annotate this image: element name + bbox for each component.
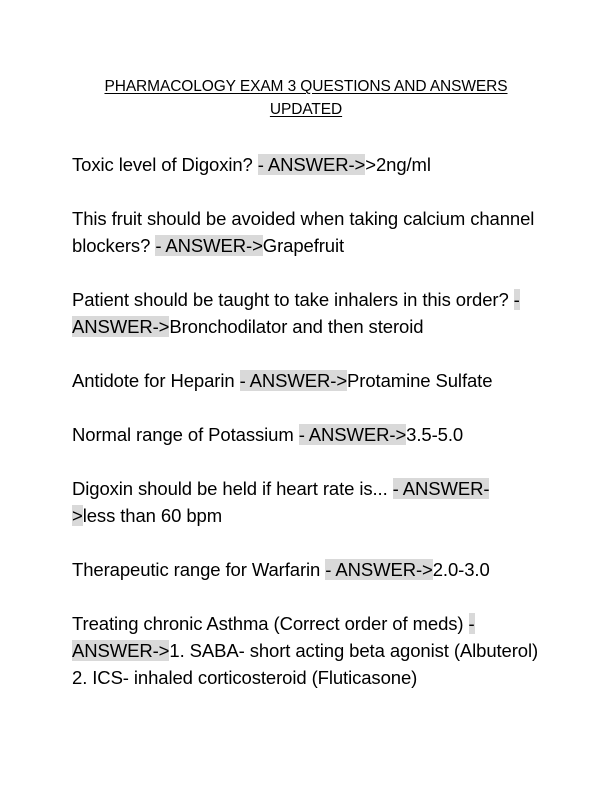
question-text: Patient should be taught to take inhalers in this order? [72, 289, 514, 310]
answer-marker: - ANSWER-> [155, 235, 263, 256]
qa-item-digoxin-hold [72, 475, 540, 529]
answer-text: less than 60 bpm [82, 505, 223, 526]
qa-item-grapefruit [72, 205, 540, 259]
answer-marker-head: - [468, 613, 475, 634]
answer-text: Protamine Sulfate [347, 370, 493, 391]
question-text: Treating chronic Asthma (Correct order of meds) [72, 613, 469, 634]
answer-marker: - ANSWER-> [257, 154, 366, 175]
question-text: Antidote for Heparin [72, 370, 240, 391]
answer-marker: - ANSWER-> [239, 370, 348, 391]
question-text: Toxic level of Digoxin? [72, 154, 258, 175]
answer-marker: - ANSWER-> [298, 424, 407, 445]
qa-item-asthma-order [72, 610, 540, 691]
answer-text: 1. SABA- short acting beta agonist (Albuterol) [169, 640, 539, 661]
answer-text: >2ng/ml [365, 154, 431, 175]
answer-text: Bronchodilator and then steroid [169, 316, 424, 337]
answer-text: Grapefruit [262, 235, 345, 256]
qa-item-warfarin-range [72, 556, 540, 583]
question-text: This fruit should be avoided when taking calcium channel blockers? [72, 208, 535, 256]
qa-list [72, 151, 540, 718]
qa-item-heparin-antidote [72, 367, 540, 394]
qa-item-digoxin-toxic [72, 151, 540, 178]
document-title [72, 75, 540, 121]
title-line-2: UPDATED [269, 101, 343, 118]
question-text: Digoxin should be held if heart rate is... [72, 478, 393, 499]
title-line-1: PHARMACOLOGY EXAM 3 QUESTIONS AND ANSWERS [104, 78, 508, 95]
answer-marker: - ANSWER-> [72, 289, 520, 337]
question-text: Normal range of Potassium [72, 424, 299, 445]
answer-text: 3.5-5.0 [406, 424, 464, 445]
answer-text-line-2: 2. ICS- inhaled corticosteroid (Fluticasone) [72, 667, 418, 688]
qa-item-inhaler-order [72, 286, 540, 340]
answer-marker-tail: ANSWER-> [72, 640, 170, 661]
qa-item-potassium-range [72, 421, 540, 448]
answer-text: 2.0-3.0 [432, 559, 490, 580]
question-text: Therapeutic range for Warfarin [72, 559, 326, 580]
answer-marker-tail: > [72, 505, 83, 526]
answer-marker: - ANSWER-> [325, 559, 433, 580]
answer-marker-head: - ANSWER- [392, 478, 490, 499]
